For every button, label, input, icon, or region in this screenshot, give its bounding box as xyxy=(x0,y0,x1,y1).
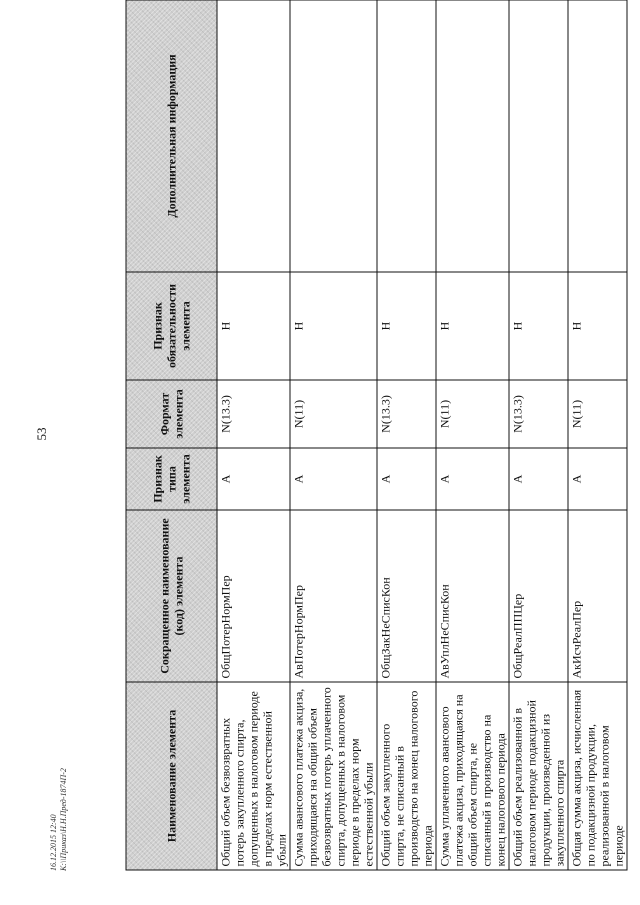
cell-format: N(13.3) xyxy=(377,380,436,448)
table-row xyxy=(377,0,436,870)
header-element-format: Формат элемента xyxy=(126,380,217,448)
cell-type: А xyxy=(377,448,436,510)
cell-name: Общий объем реализованной в налоговом периоде подакцизной продукции, произведенной из закупленного спирта xyxy=(509,682,568,870)
cell-type: А xyxy=(509,448,568,510)
cell-type: А xyxy=(436,448,509,510)
cell-code: ОбщЗакНеСписКон xyxy=(377,510,436,682)
cell-required: Н xyxy=(436,272,509,380)
cell-format: N(13.3) xyxy=(217,380,290,448)
cell-name: Общая сумма акциза, исчисленная по подакцизной продукции, реализованной в налоговом периоде xyxy=(568,682,627,870)
cell-format: N(11) xyxy=(436,380,509,448)
cell-required: Н xyxy=(568,272,627,380)
cell-format: N(11) xyxy=(568,380,627,448)
table-row xyxy=(568,0,627,870)
cell-code: ОбщПотерНормПер xyxy=(217,510,290,682)
table-row xyxy=(290,0,377,870)
cell-type: А xyxy=(290,448,377,510)
cell-code: АвПотерНормПер xyxy=(290,510,377,682)
rotated-table-container xyxy=(126,1,626,871)
cell-name: Сумма авансового платежа акциза, приходящаяся на общий объем безвозвратных потерь уплаченного спирта, допущенных в налоговом периоде в пределах норм естественной убыли xyxy=(290,682,377,870)
cell-name: Общий объем безвозвратных потерь закупленного спирта, допущенных в налоговом периоде в пределах норм естественной убыли xyxy=(217,682,290,870)
table-header-row xyxy=(126,0,217,870)
cell-required: Н xyxy=(290,272,377,380)
table-row xyxy=(217,0,290,870)
elements-table xyxy=(126,0,628,871)
document-stamp xyxy=(49,741,69,871)
cell-required: Н xyxy=(217,272,290,380)
cell-code: АкИсчРеалПер xyxy=(568,510,627,682)
header-element-code: Сокращенное наименование (код) элемента xyxy=(126,510,217,682)
cell-code: АвУплНеСписКон xyxy=(436,510,509,682)
cell-info xyxy=(290,0,377,272)
cell-info xyxy=(217,0,290,272)
cell-info xyxy=(568,0,627,272)
cell-info xyxy=(509,0,568,272)
cell-required: Н xyxy=(377,272,436,380)
header-element-type: Признак типа элемента xyxy=(126,448,217,510)
table-row xyxy=(509,0,568,870)
cell-format: N(11) xyxy=(290,380,377,448)
table-row xyxy=(436,0,509,870)
header-element-name: Наименование элемента xyxy=(126,682,217,870)
stamp-date: 16.12.2015 12:40 xyxy=(49,814,58,871)
stamp-path: К:\\Приказ\Н.Н.Пред-1874П-2 xyxy=(59,768,68,871)
cell-info xyxy=(436,0,509,272)
header-element-required: Признак обязательности элемента xyxy=(126,272,217,380)
cell-type: А xyxy=(568,448,627,510)
header-additional-info: Дополнительная информация xyxy=(126,0,217,272)
page-number: 53 xyxy=(34,427,49,441)
cell-code: ОбщРеалППЦер xyxy=(509,510,568,682)
cell-name: Общий объем закупленного спирта, не списанный в производство на конец налогового периода xyxy=(377,682,436,870)
cell-format: N(13.3) xyxy=(509,380,568,448)
cell-type: А xyxy=(217,448,290,510)
cell-required: Н xyxy=(509,272,568,380)
cell-info xyxy=(377,0,436,272)
cell-name: Сумма уплаченного авансового платежа акциза, приходящаяся на общий объем спирта, не списанный в производство на конец налогового периода xyxy=(436,682,509,870)
